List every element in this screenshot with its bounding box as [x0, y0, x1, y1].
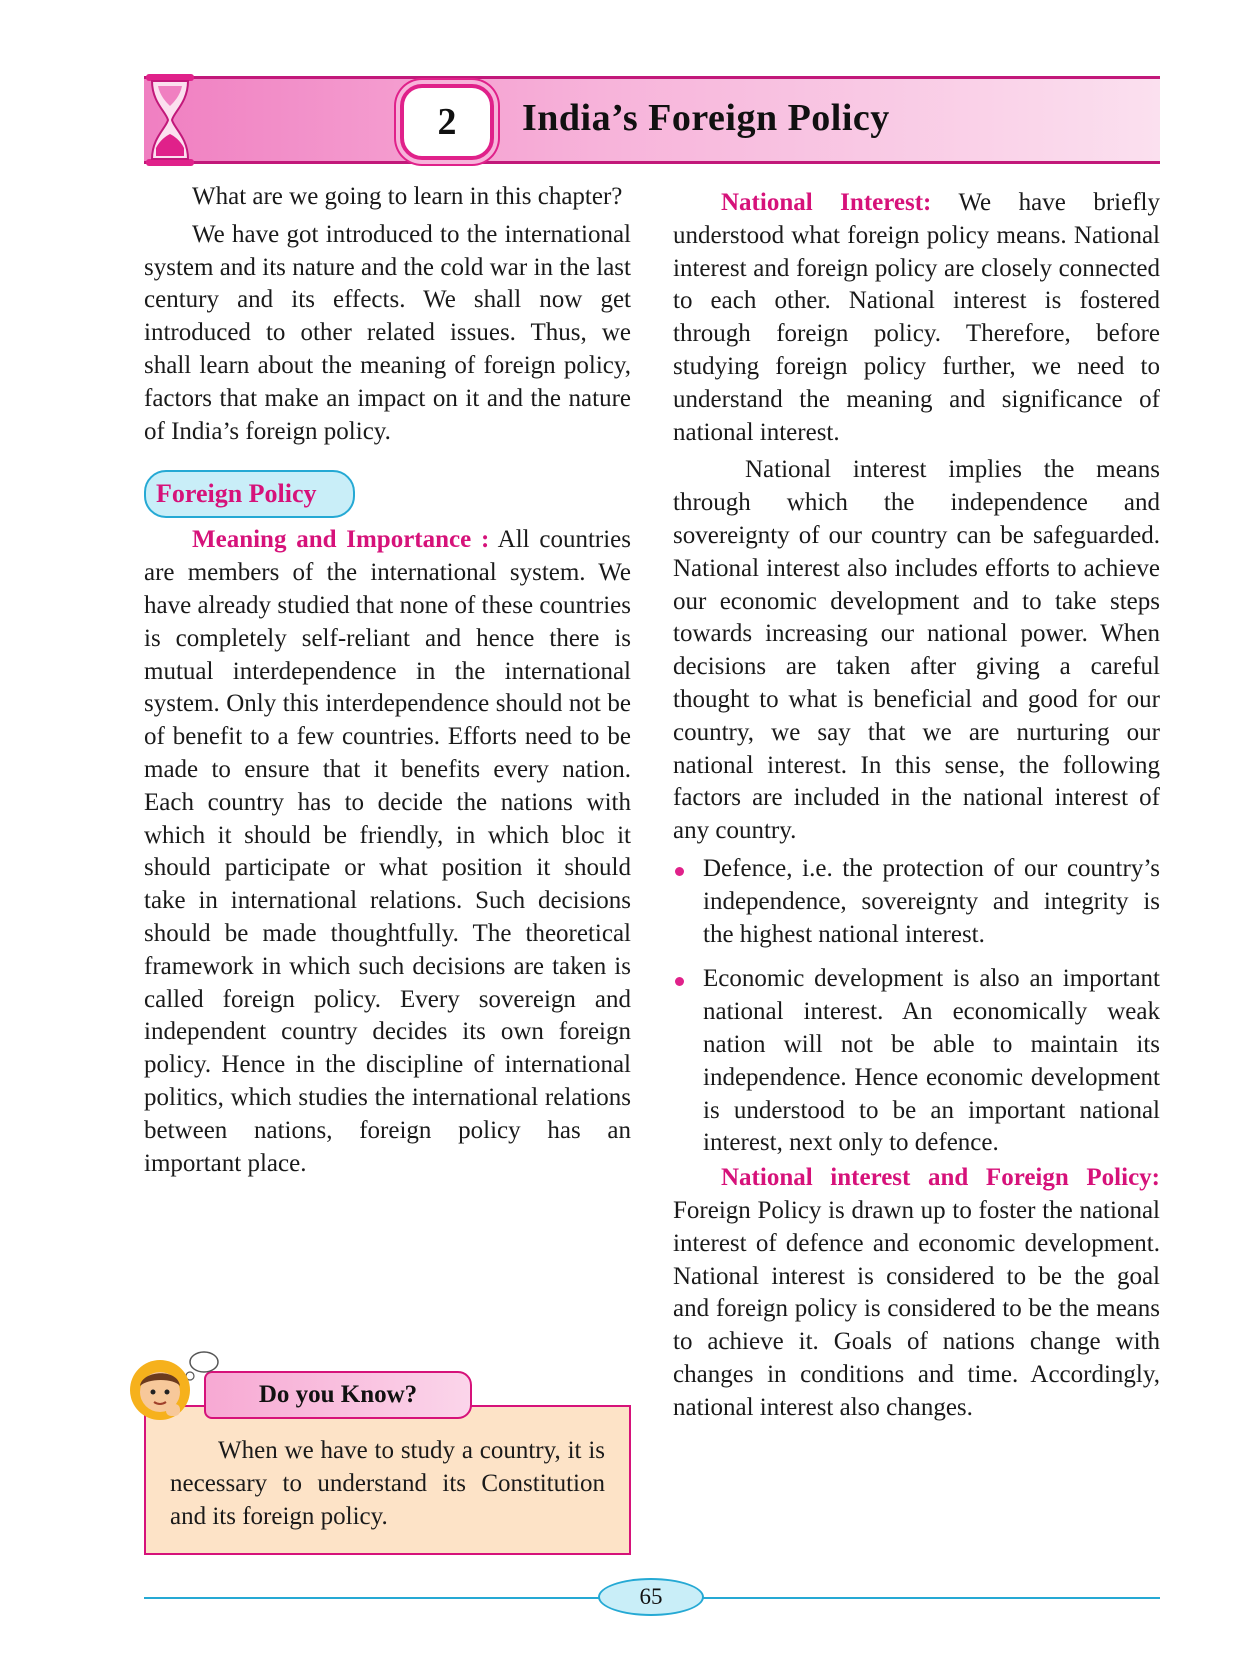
national-interest-paragraph-2: National interest implies the means through which the independence and sovereignty of our country can be safeguarded. National interest also includes efforts to achieve our economic development and to take steps towards increasing our national power. When decisions are taken after giving a careful thought to what is beneficial and good for our country, we say that we are nurturing our national interest. In this sense, the following factors are included in the national interest of any country. [673, 456, 1160, 845]
national-interest-paragraph [673, 187, 1160, 449]
ni-fp-paragraph [673, 1162, 1160, 1424]
list-item: Defence, i.e. the protection of our country’s independence, sovereignty and integrity is the highest national interest. [673, 853, 1160, 951]
list-item: Economic development is also an important national interest. An economically weak nation will not be able to maintain its independence. Hence economic development is understood to be an important national interest, next only to defence. [673, 963, 1160, 1160]
intro-paragraph: We have got introduced to the international system and its nature and the cold war in the last century and its effects. We shall now get introduced to other related issues. Thus, we shall learn about the meaning of foreign policy, factors that make an impact on it and the nature of India’s foreign policy. [144, 220, 631, 445]
right-column [673, 187, 1160, 1424]
hourglass-icon [142, 72, 198, 168]
national-interest-heading: National Interest: [721, 189, 932, 216]
did-you-know-box [144, 1405, 631, 1555]
did-you-know-title: Do you Know? [204, 1371, 472, 1419]
did-you-know-text: When we have to study a country, it is necessary to understand its Constitution and its foreign policy. [170, 1437, 605, 1530]
national-interest-text: We have briefly understood what foreign policy means. National interest and foreign policy are closely connected to each other. National interest is fostered through foreign policy. Therefore, before studying foreign policy further, we need to understand the meaning and significance of national interest. [673, 189, 1160, 446]
ni-fp-heading: National interest and Foreign Policy: [721, 1164, 1160, 1192]
left-column [144, 181, 631, 1180]
ni-fp-text: Foreign Policy is drawn up to foster the national interest of defence and economic development. National interest is considered to be the goal and foreign policy is considered to be the means to achieve it. Goals of nations change with changes in conditions and time. Accordingly, national interest also changes. [673, 1196, 1160, 1421]
chapter-title: India’s Foreign Policy [522, 97, 890, 139]
thinking-boy-icon [128, 1346, 224, 1426]
meaning-text: All countries are members of the international system. We have already studied that none of these countries is completely self-reliant and hence there is mutual interdependence in the international system. Only this interdependence should not be of benefit to a few countries. Efforts need to be made to ensure that it benefits every nation. Each country has to decide the nations with which it should be friendly, in which bloc it should participate or what position it should take in international relations. Such decisions should be made thoughtfully. The theoretical framework in which such decisions are taken is called foreign policy. Every sovereign and independent country decides its own foreign policy. Hence in the discipline of international politics, which studies the international relations between nations, foreign policy has an important place. [144, 526, 631, 1177]
meaning-heading: Meaning and Importance : [192, 526, 490, 554]
section-title-foreign-policy: Foreign Policy [144, 470, 355, 518]
intro-question: What are we going to learn in this chapter? [192, 183, 623, 210]
page-number: 65 [598, 1578, 704, 1616]
chapter-number: 2 [437, 101, 457, 143]
meaning-paragraph [144, 524, 631, 1180]
national-interest-factors [673, 853, 1160, 1160]
chapter-number-badge [400, 84, 494, 160]
